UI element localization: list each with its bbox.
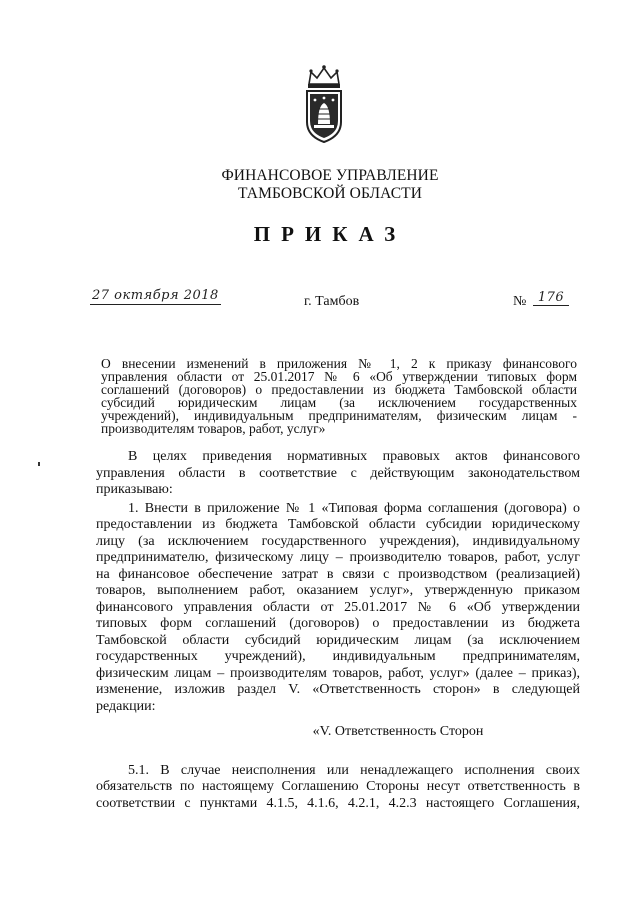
order-city: г. Тамбов	[304, 294, 360, 309]
subject-line: производителям товаров, работ, услуг»	[101, 421, 326, 436]
text-line: В целях приведения нормативных правовых актов финансового	[128, 449, 580, 464]
subject-line: соглашений (договоров) о предоставлении из бюджета Тамбовской области	[101, 382, 577, 397]
item-5-1-paragraph	[96, 763, 580, 813]
text-line: товаров, выполнением работ, оказанием услуг», утвержденную приказом	[96, 583, 580, 598]
text-line: Тамбовской области субсидий юридическим лицам (за исключением	[96, 632, 580, 648]
order-body	[96, 449, 580, 812]
text-line: соответствии с пунктами 4.1.5, 4.1.6, 4.2.1, 4.2.3 настоящего Соглашения,	[96, 795, 580, 811]
item-1-paragraph	[96, 501, 580, 716]
text-line: государственных учреждений), индивидуальным предпринимателям,	[96, 649, 580, 664]
organization-name-line1: ФИНАНСОВОЕ УПРАВЛЕНИЕ	[221, 167, 439, 184]
subject-line: субсидий юридическим лицам (за исключением государственных	[101, 395, 577, 410]
text-line: на финансовое обеспечение затрат в связи с производством (реализацией)	[96, 566, 580, 582]
text-line: типовых форм соглашений (договоров) о предоставлении из бюджета	[96, 616, 580, 631]
text-line: 1. Внести в приложение № 1 «Типовая форма соглашения (договора) о	[128, 500, 580, 516]
text-line: редакции:	[96, 698, 156, 714]
order-number-label: №	[513, 294, 527, 309]
text-line: лицу (за исключением государственного учреждения), индивидуальному	[96, 533, 580, 549]
text-line: изменение, изложив раздел V. «Ответственность сторон» в следующей	[96, 682, 580, 697]
text-line: обязательств по настоящему Соглашению Стороны несут ответственность в	[96, 779, 580, 794]
text-line: предпринимателю, физическому лицу – производителю товаров, работ, услуг	[96, 550, 580, 565]
document-title: ПРИКАЗ	[253, 222, 407, 246]
text-line: 5.1. В случае неисполнения или ненадлежащего исполнения своих	[128, 762, 580, 778]
text-line: приказываю:	[96, 482, 173, 497]
section-heading: «V. Ответственность Сторон	[312, 724, 484, 739]
order-number: 176	[533, 290, 569, 306]
subject-line: управления области от 25.01.2017 № 6 «Об утверждении типовых форм	[101, 369, 577, 384]
preamble-paragraph	[96, 449, 580, 499]
organization-name-line2: ТАМБОВСКОЙ ОБЛАСТИ	[238, 185, 422, 202]
tambov-coat-of-arms-icon	[299, 64, 349, 146]
order-date: 27 октября 2018	[92, 288, 219, 303]
text-line: финансового управления области от 25.01.2017 № 6 «Об утверждении	[96, 599, 580, 615]
subject-line: учреждений), индивидуальным предпринимателям, физическим лицам -	[101, 408, 577, 423]
text-line: управления области в соответствие с действующим законодательством	[96, 465, 580, 481]
text-line: предоставлении из бюджета Тамбовской области субсидии юридическому	[96, 517, 580, 532]
order-subject	[101, 357, 577, 435]
margin-mark	[38, 462, 40, 466]
subject-line: О внесении изменений в приложения № 1, 2 к приказу финансового	[101, 356, 577, 371]
text-line: физическим лицам – производителям товаров, работ, услуг» (далее – приказ),	[96, 665, 580, 681]
